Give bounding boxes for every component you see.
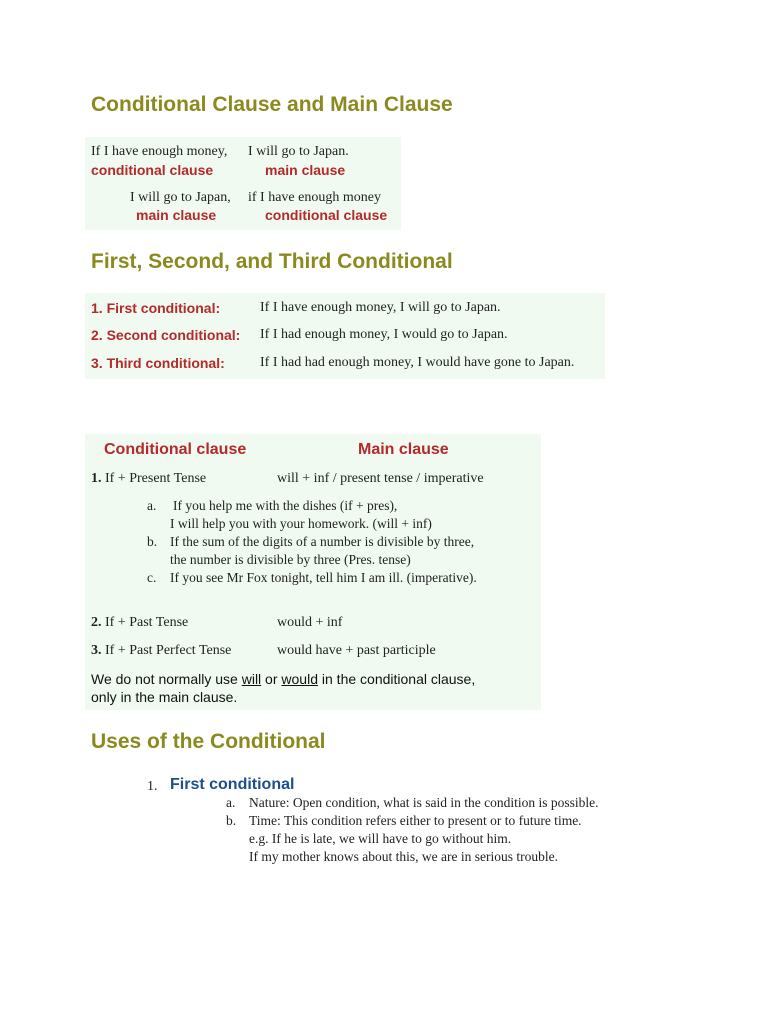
- note-would: would: [281, 671, 318, 687]
- type2-number: 2.: [91, 615, 102, 630]
- uses-example-line1: e.g. If he is late, we will have to go without him.: [249, 831, 512, 846]
- example-b-line2: the number is divisible by three (Pres. tense): [170, 552, 411, 567]
- type3-rule-row: [91, 643, 231, 659]
- example-second-conditional: If I had enough money, I would go to Japan.: [260, 327, 508, 342]
- header-conditional-clause: Conditional clause: [104, 441, 247, 458]
- note-text-part1: We do not normally use: [91, 671, 242, 687]
- label-third-conditional: 3. Third conditional:: [91, 355, 225, 371]
- example-a-line2: I will help you with your homework. (will + inf): [170, 516, 432, 531]
- uses-item-number: 1.: [147, 779, 158, 794]
- example-third-conditional: If I had had enough money, I would have gone to Japan.: [260, 355, 575, 370]
- note-text-part2: or: [261, 671, 282, 687]
- uses-first-conditional-title: First conditional: [170, 776, 295, 793]
- example-a-marker: a.: [147, 498, 157, 513]
- type2-rule-row: [91, 615, 188, 631]
- uses-sub-a-marker: a.: [226, 795, 236, 810]
- heading-uses-of-conditional: Uses of the Conditional: [91, 730, 326, 753]
- uses-sub-b-text: Time: This condition refers either to present or to future time.: [249, 813, 582, 828]
- type3-conditional: If + Past Perfect Tense: [105, 643, 232, 658]
- label-conditional-clause-2: conditional clause: [265, 207, 388, 223]
- example-first-conditional: If I have enough money, I will go to Japan.: [260, 300, 501, 315]
- type1-number: 1.: [91, 471, 102, 486]
- example-text-left-2: I will go to Japan,: [130, 190, 231, 205]
- type2-main: would + inf: [277, 615, 343, 630]
- example-text-right-2: if I have enough money: [248, 190, 381, 205]
- example-b-marker: b.: [147, 534, 158, 549]
- example-b-line1: If the sum of the digits of a number is divisible by three,: [170, 534, 475, 549]
- type1-conditional: If + Present Tense: [105, 471, 207, 486]
- label-first-conditional: 1. First conditional:: [91, 300, 221, 316]
- label-second-conditional: 2. Second conditional:: [91, 327, 241, 343]
- type2-conditional: If + Past Tense: [105, 615, 189, 630]
- note-will: will: [241, 671, 262, 687]
- note-line2: only in the main clause.: [91, 689, 238, 705]
- heading-first-second-third-conditional: First, Second, and Third Conditional: [91, 250, 453, 273]
- heading-conditional-clause-main-clause: Conditional Clause and Main Clause: [91, 93, 453, 116]
- example-a-line1: If you help me with the dishes (if + pres),: [173, 498, 398, 513]
- note-line1: [91, 671, 475, 687]
- example-c-line1: If you see Mr Fox tonight, tell him I am ill. (imperative).: [170, 570, 477, 585]
- type3-main: would have + past participle: [277, 643, 436, 658]
- uses-sub-b-marker: b.: [226, 813, 237, 828]
- type3-number: 3.: [91, 643, 102, 658]
- uses-example-line2: If my mother knows about this, we are in serious trouble.: [249, 849, 558, 864]
- note-text-part3: in the conditional clause,: [318, 671, 476, 687]
- uses-sub-a-text: Nature: Open condition, what is said in the condition is possible.: [249, 795, 599, 810]
- type1-main: will + inf / present tense / imperative: [277, 471, 484, 486]
- label-main-clause-1: main clause: [265, 162, 346, 178]
- label-conditional-clause-1: conditional clause: [91, 162, 214, 178]
- header-main-clause: Main clause: [358, 441, 449, 458]
- example-text-right-1: I will go to Japan.: [248, 144, 349, 159]
- example-c-marker: c.: [147, 570, 157, 585]
- example-text-left-1: If I have enough money,: [91, 144, 228, 159]
- label-main-clause-2: main clause: [136, 207, 217, 223]
- type1-rule-row: [91, 471, 206, 487]
